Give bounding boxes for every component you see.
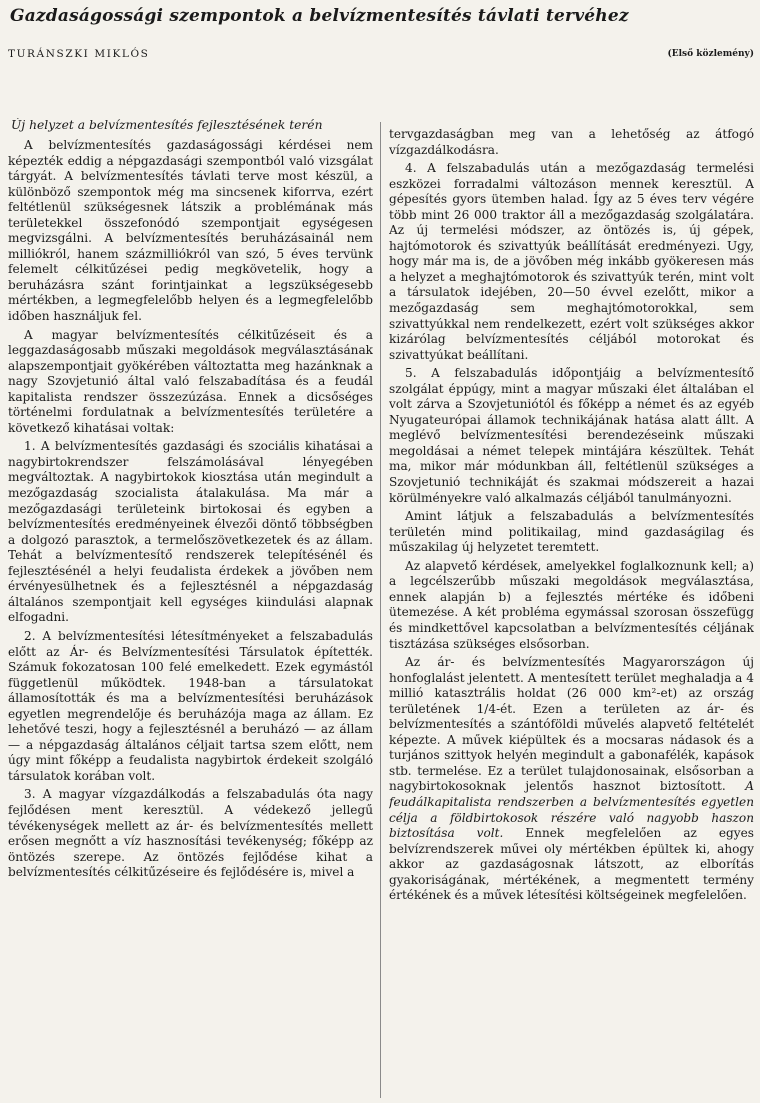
paragraph-text: Ennek megfelelően az egyes belvízrendszerek művei oly mértékben épültek ki, ahogy akkor az gazdaságosnak látszott, az elborítás gyakoriságának, mértékének, a megmentett termény értékének és a művek létesítési költségeinek megfelelően. <box>389 826 754 903</box>
emphasized-sentence: A feudálkapitalista rendszerben a belvízmentesítés egyetlen célja a földbirtokosok részére való nagyobb haszon biztosítása volt. <box>389 779 754 841</box>
paragraph: Amint látjuk a felszabadulás a belvízmentesítés területén mind politikailag, mind gazdaságilag és műszakilag új helyzetet teremtett. <box>389 509 754 555</box>
paragraph: 3. A magyar vízgazdálkodás a felszabadulás óta nagy fejlődésen ment keresztül. A védekező jellegű tévékenységek mellett az ár- és belvízmentesítés mellett erősen megnőtt a víz hasznosítási tevékenység; főképp az öntözés szerepe. Az öntözés fejlődése kihat a belvízmentesítés célkitűzéseire és fejlődésére is, mivel a <box>8 787 373 880</box>
paragraph: 2. A belvízmentesítési létesítményeket a felszabadulás előtt az Ár- és Belvízmentesítési Társulatok építették. Számuk fokozatosan 100 felé emelkedett. Ezek egymástól függetlenül működtek. 1948-ban a társulatokat államosították és ma a belvízmentesítési beruházások egyetlen megrendelője és beruházója maga az állam. Ez lehetővé teszi, hogy a fejlesztésnél a beruházó — az állam — a népgazdaság általános céljait tartsa szem előtt, nem úgy mint főképp a feudalista nagybirtok érdekeit szolgáló társulatok korában volt. <box>8 628 373 783</box>
paragraph: 5. A felszabadulás időpontjáig a belvízmentesítő szolgálat éppúgy, mint a magyar műszaki élet általában el volt zárva a Szovjetuniótól és főképp a német és az egyéb Nyugateurópai államok technikájának hatása alatt állt. A meglévő belvízmentesítési berendezéseink műszaki megoldásai a német telepek mintájára készültek. Tehát ma, mikor már módunkban áll, feltétlenül szükséges a Szovjetunió technikáját és szakmai módszereit a hazai körülményekre való alkalmazás céljából tanulmányozni. <box>389 366 754 505</box>
paragraph: 4. A felszabadulás után a mezőgazdaság termelési eszközei forradalmi változáson mennek keresztül. A gépesítés gyors ütemben halad. Így az 5 éves terv végére több mint 26 000 traktor áll a mezőgazdaság szolgálatára. Az új termelési módszer, az öntözés is, új gépek, hajtómotorok és szivattyúk beállítását eredményezi. Ugy, hogy már ma is, de a jövőben még inkább gyökeresen más a helyzet a meghajtómotorok és szivattyúk terén, mint volt a társulatok idejében, 20—50 évvel ezelőtt, mikor a mezőgazdaság sem meghajtómotorokkal, sem szivattyúkkal nem rendelkezett, ezért volt szükséges akkor kizárólag belvízmentesítés céljából motorokat és szivattyúkat beállítani. <box>389 161 754 362</box>
article-title: Gazdaságossági szempontok a belvízmentesítés távlati tervéhez <box>10 6 629 26</box>
paragraph: A belvízmentesítés gazdaságossági kérdései nem képezték eddig a népgazdasági szempontból való vizsgálat tárgyát. A belvízmentesítés távlati terve most készül, a különböző szempontok még ma sincsenek kiforrva, ezért feltétlenül szükségesnek látszik a problémának más területekkel összefonódó szempontjait egységesen megvizsgálni. A belvízmentesítés beruházásainál nem milliókról, hanem százmilliókról van szó, 5 éves tervünk felemelt célkitűzései pedig megkövetelik, hogy a beruházásra szánt forintjainkat a legszükségesebb mértékben, a legmegfelelőbb helyen és a legmegfelelőbb időben használjuk fel. <box>8 138 373 324</box>
paragraph: Az alapvető kérdések, amelyekkel foglalkoznunk kell; a) a legcélszerűbb műszaki megoldások megválasztása, ennek alapján b) a fejlesztés mértéke és időbeni ütemezése. A két probléma egymással szorosan összefügg és mindkettővel kapcsolatban a belvízmentesítés céljának tisztázása szükséges elsősorban. <box>389 558 754 651</box>
column-divider <box>380 122 381 1098</box>
left-column <box>8 118 373 1103</box>
section-heading: Új helyzet a belvízmentesítés fejlesztésének terén <box>11 118 323 132</box>
paragraph: 1. A belvízmentesítés gazdasági és szociális kihatásai a nagybirtokrendszer felszámolásával lényegében megváltoztak. A nagybirtokok kiosztása után megindult a mezőgazdaság szocialista átalakulása. Ma már a mezőgazdasági területeink birtokosai és egyben a belvízmentesítés eredményeinek élvezői döntő többségben a dolgozó parasztok, a termelőszövetkezetek és az állam. Tehát a belvízmentesítő rendszerek telepítésénél és fejlesztésénél a helyi feudalista érdekek a jövőben nem érvényesülhetnek és a fejlesztésnél a népgazdaság általános szempontjait kell egységes kiindulási alapnak elfogadni. <box>8 439 373 625</box>
right-column <box>389 127 754 1103</box>
paragraph: A magyar belvízmentesítés célkitűzéseit és a leggazdaságosabb műszaki megoldások megválasztásának alapszempontjait gyökérében változtatta meg hazánknak a nagy Szovjetunió által való felszabadítása és a feudál kapitalista rendszer összezúzása. Ennek a dicsőséges történelmi fordulatnak a belvízmentesítés területére a következő kihatásai voltak: <box>8 327 373 435</box>
author-byline: TURÁNSZKI MIKLÓS <box>8 48 150 60</box>
paragraph: tervgazdaságban meg van a lehetőség az átfogó vízgazdálkodásra. <box>389 127 754 157</box>
paragraph-emphasis <box>389 655 754 904</box>
publication-note: (Első közlemény) <box>667 49 754 59</box>
paragraph-text: Az ár- és belvízmentesítés Magyarországon új honfoglalást jelentett. A mentesített terület meghaladja a 4 millió katasztrális holdat (26 000 km²-et) az ország területének 1/4-ét. Ezen a területen az ár- és belvízmentesítés a szántóföldi művelés alapvető feltételét képezte. A művek kiépültek és a mocsaras nádasok és a turjános szittyok helyén megindult a gabonafélék, kapások stb. termelése. Ez a terület tulajdonosainak, elsősorban a nagybirtokosoknak jelentős hasznot biztosított. <box>389 655 754 794</box>
